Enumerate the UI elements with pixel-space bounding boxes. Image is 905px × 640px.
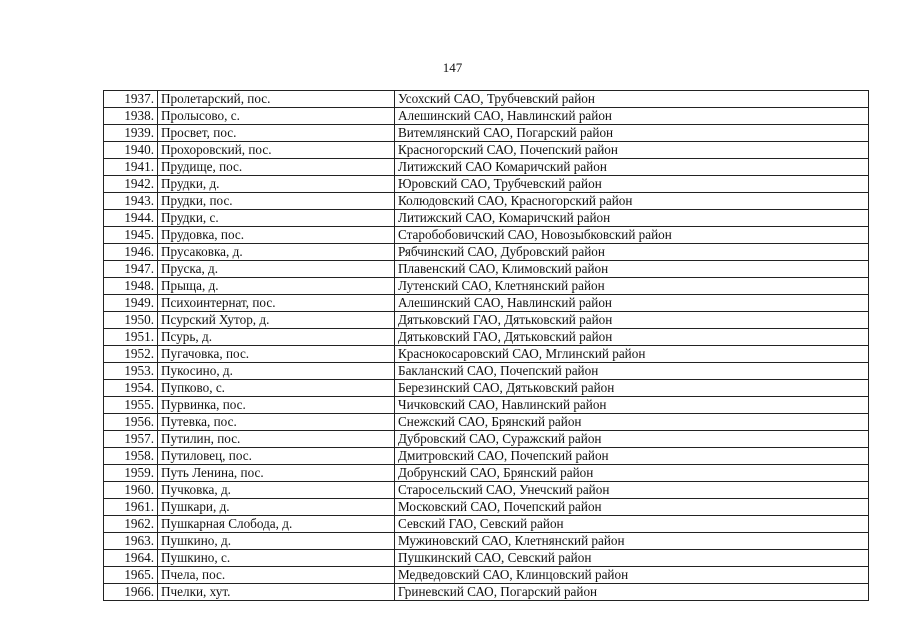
administrative-district: Алешинский САО, Навлинский район bbox=[395, 108, 869, 125]
settlement-name: Путилин, пос. bbox=[158, 431, 395, 448]
settlement-name: Прыща, д. bbox=[158, 278, 395, 295]
administrative-district: Плавенский САО, Климовский район bbox=[395, 261, 869, 278]
administrative-district: Красногорский САО, Почепский район bbox=[395, 142, 869, 159]
row-number: 1949. bbox=[104, 295, 158, 312]
table-row bbox=[104, 108, 869, 125]
administrative-district: Дубровский САО, Суражский район bbox=[395, 431, 869, 448]
settlement-name: Пупково, с. bbox=[158, 380, 395, 397]
table-row bbox=[104, 193, 869, 210]
settlement-name: Просвет, пос. bbox=[158, 125, 395, 142]
administrative-district: Дятьковский ГАО, Дятьковский район bbox=[395, 312, 869, 329]
administrative-district: Гриневский САО, Погарский район bbox=[395, 584, 869, 601]
table-row bbox=[104, 312, 869, 329]
administrative-district: Литижский САО Комаричский район bbox=[395, 159, 869, 176]
settlement-name: Прусаковка, д. bbox=[158, 244, 395, 261]
settlement-name: Пугачовка, пос. bbox=[158, 346, 395, 363]
row-number: 1945. bbox=[104, 227, 158, 244]
settlement-name: Прудки, д. bbox=[158, 176, 395, 193]
settlement-name: Пролетарский, пос. bbox=[158, 91, 395, 108]
row-number: 1957. bbox=[104, 431, 158, 448]
settlement-name: Прудки, пос. bbox=[158, 193, 395, 210]
administrative-district: Витемлянский САО, Погарский район bbox=[395, 125, 869, 142]
administrative-district: Литижский САО, Комаричский район bbox=[395, 210, 869, 227]
settlement-name: Психоинтернат, пос. bbox=[158, 295, 395, 312]
table-row bbox=[104, 584, 869, 601]
table-row bbox=[104, 499, 869, 516]
table-row bbox=[104, 244, 869, 261]
table-row bbox=[104, 227, 869, 244]
row-number: 1952. bbox=[104, 346, 158, 363]
settlement-name: Пчела, пос. bbox=[158, 567, 395, 584]
administrative-district: Юровский САО, Трубчевский район bbox=[395, 176, 869, 193]
table-row bbox=[104, 91, 869, 108]
settlement-name: Пруска, д. bbox=[158, 261, 395, 278]
administrative-district: Дятьковский ГАО, Дятьковский район bbox=[395, 329, 869, 346]
row-number: 1963. bbox=[104, 533, 158, 550]
row-number: 1956. bbox=[104, 414, 158, 431]
settlement-name: Пукосино, д. bbox=[158, 363, 395, 380]
settlement-name: Пушкино, с. bbox=[158, 550, 395, 567]
settlement-name: Путевка, пос. bbox=[158, 414, 395, 431]
administrative-district: Снежский САО, Брянский район bbox=[395, 414, 869, 431]
row-number: 1939. bbox=[104, 125, 158, 142]
administrative-district: Чичковский САО, Навлинский район bbox=[395, 397, 869, 414]
administrative-district: Березинский САО, Дятьковский район bbox=[395, 380, 869, 397]
administrative-district: Медведовский САО, Клинцовский район bbox=[395, 567, 869, 584]
settlement-name: Пчелки, хут. bbox=[158, 584, 395, 601]
administrative-district: Мужиновский САО, Клетнянский район bbox=[395, 533, 869, 550]
row-number: 1961. bbox=[104, 499, 158, 516]
row-number: 1950. bbox=[104, 312, 158, 329]
table-row bbox=[104, 363, 869, 380]
row-number: 1938. bbox=[104, 108, 158, 125]
row-number: 1964. bbox=[104, 550, 158, 567]
settlement-name: Путь Ленина, пос. bbox=[158, 465, 395, 482]
table-row bbox=[104, 431, 869, 448]
settlement-name: Пучковка, д. bbox=[158, 482, 395, 499]
table-row bbox=[104, 397, 869, 414]
table-row bbox=[104, 142, 869, 159]
administrative-district: Алешинский САО, Навлинский район bbox=[395, 295, 869, 312]
settlement-name: Прудки, с. bbox=[158, 210, 395, 227]
settlement-name: Псурь, д. bbox=[158, 329, 395, 346]
row-number: 1943. bbox=[104, 193, 158, 210]
row-number: 1942. bbox=[104, 176, 158, 193]
settlements-table bbox=[103, 90, 869, 601]
administrative-district: Рябчинский САО, Дубровский район bbox=[395, 244, 869, 261]
row-number: 1951. bbox=[104, 329, 158, 346]
settlement-name: Прохоровский, пос. bbox=[158, 142, 395, 159]
row-number: 1948. bbox=[104, 278, 158, 295]
table-row bbox=[104, 125, 869, 142]
row-number: 1965. bbox=[104, 567, 158, 584]
table-row bbox=[104, 159, 869, 176]
settlement-name: Пурвинка, пос. bbox=[158, 397, 395, 414]
row-number: 1946. bbox=[104, 244, 158, 261]
settlement-name: Прудовка, пос. bbox=[158, 227, 395, 244]
administrative-district: Московский САО, Почепский район bbox=[395, 499, 869, 516]
administrative-district: Усохский САО, Трубчевский район bbox=[395, 91, 869, 108]
administrative-district: Старобобовичский САО, Новозыбковский район bbox=[395, 227, 869, 244]
settlement-name: Пролысово, с. bbox=[158, 108, 395, 125]
settlement-name: Путиловец, пос. bbox=[158, 448, 395, 465]
table-body bbox=[104, 91, 869, 601]
table-row bbox=[104, 346, 869, 363]
table-row bbox=[104, 533, 869, 550]
row-number: 1966. bbox=[104, 584, 158, 601]
table-row bbox=[104, 295, 869, 312]
administrative-district: Лутенский САО, Клетнянский район bbox=[395, 278, 869, 295]
table-row bbox=[104, 380, 869, 397]
row-number: 1962. bbox=[104, 516, 158, 533]
table-row bbox=[104, 550, 869, 567]
table-row bbox=[104, 278, 869, 295]
table-row bbox=[104, 448, 869, 465]
row-number: 1941. bbox=[104, 159, 158, 176]
table-row bbox=[104, 516, 869, 533]
table-row bbox=[104, 414, 869, 431]
table-row bbox=[104, 329, 869, 346]
administrative-district: Пушкинский САО, Севский район bbox=[395, 550, 869, 567]
administrative-district: Колюдовский САО, Красногорский район bbox=[395, 193, 869, 210]
table-row bbox=[104, 176, 869, 193]
settlement-name: Пушкино, д. bbox=[158, 533, 395, 550]
row-number: 1940. bbox=[104, 142, 158, 159]
row-number: 1954. bbox=[104, 380, 158, 397]
administrative-district: Краснокосаровский САО, Мглинский район bbox=[395, 346, 869, 363]
settlement-name: Прудище, пос. bbox=[158, 159, 395, 176]
table-row bbox=[104, 261, 869, 278]
table-row bbox=[104, 482, 869, 499]
row-number: 1947. bbox=[104, 261, 158, 278]
table-row bbox=[104, 567, 869, 584]
administrative-district: Севский ГАО, Севский район bbox=[395, 516, 869, 533]
table-row bbox=[104, 465, 869, 482]
row-number: 1960. bbox=[104, 482, 158, 499]
row-number: 1958. bbox=[104, 448, 158, 465]
administrative-district: Добрунский САО, Брянский район bbox=[395, 465, 869, 482]
table-row bbox=[104, 210, 869, 227]
page-number: 147 bbox=[442, 60, 463, 75]
row-number: 1955. bbox=[104, 397, 158, 414]
row-number: 1953. bbox=[104, 363, 158, 380]
settlement-name: Пушкарная Слобода, д. bbox=[158, 516, 395, 533]
row-number: 1959. bbox=[104, 465, 158, 482]
row-number: 1944. bbox=[104, 210, 158, 227]
administrative-district: Дмитровский САО, Почепский район bbox=[395, 448, 869, 465]
settlement-name: Пушкари, д. bbox=[158, 499, 395, 516]
settlement-name: Псурский Хутор, д. bbox=[158, 312, 395, 329]
row-number: 1937. bbox=[104, 91, 158, 108]
administrative-district: Старосельский САО, Унечский район bbox=[395, 482, 869, 499]
administrative-district: Бакланский САО, Почепский район bbox=[395, 363, 869, 380]
